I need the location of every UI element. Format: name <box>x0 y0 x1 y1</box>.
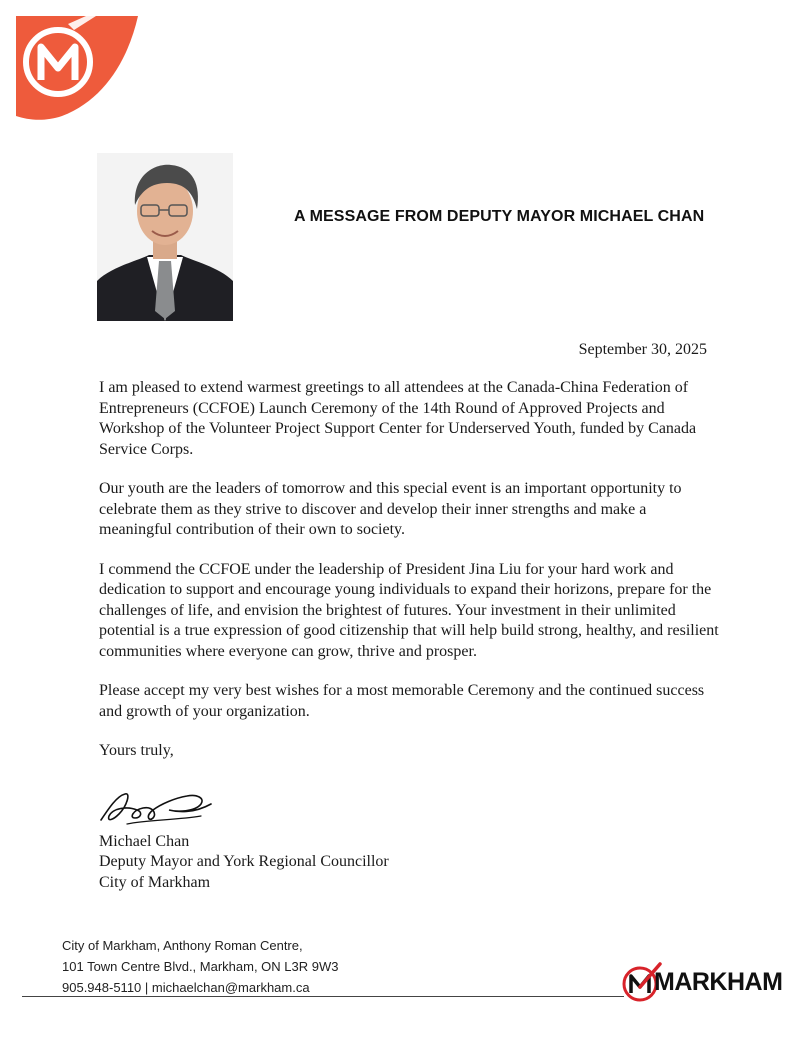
letter-date: September 30, 2025 <box>578 341 707 358</box>
signer-title: Deputy Mayor and York Regional Councillor <box>99 853 389 870</box>
signature-icon <box>97 784 215 828</box>
contact-line: 905.948-5110 | michaelchan@markham.ca <box>62 980 310 995</box>
footer-address <box>62 935 339 998</box>
paragraph: Our youth are the leaders of tomorrow and this special event is an important opportunity to celebrate them as they strive to discover and develop their inner strengths and make a meaningful contribution of their own to society. <box>99 480 682 538</box>
portrait-photo <box>97 153 233 321</box>
footer-logo-text: MARKHAM <box>654 968 783 996</box>
portrait-photo-icon <box>97 153 233 321</box>
address-line: 101 Town Centre Blvd., Markham, ON L3R 9W3 <box>62 959 339 974</box>
letter-body <box>99 378 719 893</box>
closing: Yours truly, <box>99 742 174 759</box>
paragraph: I commend the CCFOE under the leadership of President Jina Liu for your hard work and dedication to support and encourage young individuals to expand their horizons, prepare for the challenges of life, and envision the brightest of futures. Your investment in their unlimited potential is a true expression of good citizenship that will help build strong, healthy, and resilient communities where everyone can grow, thrive and prosper. <box>99 560 719 660</box>
address-line: City of Markham, Anthony Roman Centre, <box>62 938 303 953</box>
footer-divider <box>22 996 624 997</box>
paragraph: I am pleased to extend warmest greetings to all attendees at the Canada-China Federation of Entrepreneurs (CCFOE) Launch Ceremony of the 14th Round of Approved Projects and Workshop of the Volunteer Project Support Center for Underserved Youth, funded by Canada Service Corps. <box>99 379 697 458</box>
markham-logo-icon <box>16 16 138 122</box>
page-title: A MESSAGE FROM DEPUTY MAYOR MICHAEL CHAN <box>294 208 705 225</box>
paragraph: Please accept my very best wishes for a most memorable Ceremony and the continued success and growth of your organization. <box>99 682 705 720</box>
footer-markham-logo <box>620 960 783 1002</box>
signer-organization: City of Markham <box>99 873 211 891</box>
signer-name: Michael Chan <box>99 832 190 850</box>
signature-block <box>99 832 719 894</box>
